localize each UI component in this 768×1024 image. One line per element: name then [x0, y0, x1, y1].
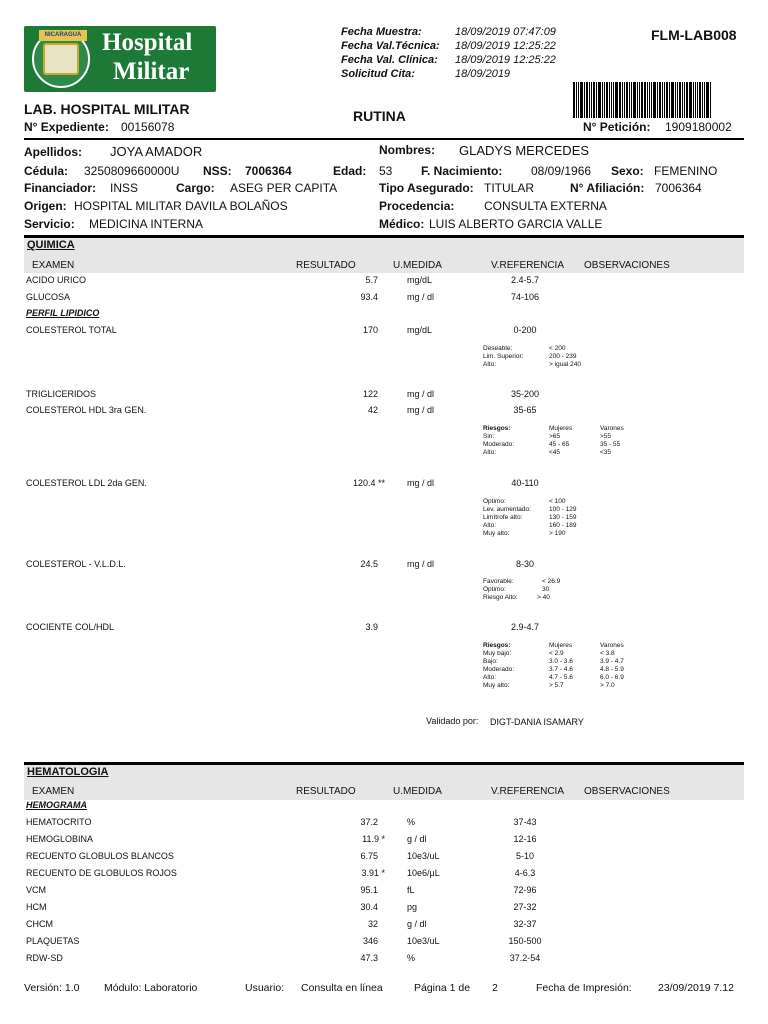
exam-name: VCM [26, 885, 46, 895]
medico-value: LUIS ALBERTO GARCIA VALLE [429, 217, 603, 231]
exam-result: 5.7 [365, 275, 378, 285]
hematologia-title: HEMATOLOGIA [27, 766, 109, 778]
ref-vldl-values: < 26.9 30 > 40 [537, 578, 561, 601]
ref-hdl-varones: Varones >55 35 - 55 <35 [600, 425, 624, 456]
exam-name: COCIENTE COL/HDL [26, 622, 115, 632]
exam-name: COLESTEROL TOTAL [26, 325, 117, 335]
exam-unit: % [407, 953, 416, 963]
exam-ref: 37.2-54 [509, 953, 541, 963]
header-label: Solicitud Cita: [341, 68, 415, 80]
exam-result: 93.4 [360, 292, 378, 302]
footer-pagina: Página 1 de [414, 982, 471, 994]
routine-title: RUTINA [353, 108, 406, 124]
shield-emblem-icon [32, 30, 90, 88]
hemograma-subtitle: HEMOGRAMA [26, 800, 87, 810]
origen-label: Origen: [24, 199, 67, 213]
header-label: Fecha Val. Clínica: [341, 54, 438, 66]
exam-result: 30.4 [360, 902, 378, 912]
exam-result: 3.91 * [361, 868, 385, 878]
afiliacion-label: N° Afiliación: [570, 181, 645, 195]
exam-unit: mg/dL [407, 325, 433, 335]
ref-hdl-mujeres: Mujeres >65 45 - 65 <45 [549, 425, 573, 456]
financiador-label: Financiador: [24, 181, 97, 195]
column-examen: EXAMEN [32, 786, 75, 797]
logo-line2: Militar [113, 58, 190, 85]
servicio-label: Servicio: [24, 217, 75, 231]
medico-label: Médico: [379, 217, 425, 231]
afiliacion-value: 7006364 [655, 181, 702, 195]
nombres-value: GLADYS MERCEDES [459, 143, 590, 158]
exam-ref: 8-30 [515, 559, 534, 569]
exam-name: RDW-SD [26, 953, 63, 963]
header-label: Fecha Val.Técnica: [341, 40, 440, 52]
column-examen: EXAMEN [32, 260, 75, 271]
cargo-value: ASEG PER CAPITA [230, 181, 338, 195]
header-value: 18/09/2019 07:47:09 [455, 26, 556, 38]
quimica-title: QUIMICA [27, 239, 75, 251]
column-observaciones: OBSERVACIONES [584, 260, 670, 271]
exam-result: 47.3 [360, 953, 378, 963]
validado-value: DIGT-DANIA ISAMARY [490, 717, 584, 727]
column-umedida: U.MEDIDA [393, 786, 442, 797]
nacimiento-label: F. Nacimiento: [421, 164, 503, 178]
nacimiento-value: 08/09/1966 [531, 164, 592, 178]
exam-result: 24.5 [360, 559, 378, 569]
exam-result: 122 [362, 389, 378, 399]
peticion-value: 1909180002 [665, 120, 732, 134]
exam-result: 42 [367, 405, 378, 415]
ref-cociente-mujeres: Mujeres < 2.9 3.0 - 3.6 3.7 - 4.6 4.7 - 5.6 > 5.7 [549, 642, 573, 689]
exam-name: COLESTEROL HDL 3ra GEN. [26, 405, 147, 415]
ref-ldl-values: < 100 100 - 129 130 - 159 160 - 189 > 190 [549, 498, 577, 537]
exam-name: COLESTEROL - V.L.D.L. [26, 559, 126, 569]
tipo-asegurado-value: TITULAR [484, 181, 535, 195]
exam-ref: 12-16 [513, 834, 537, 844]
exam-unit: 10e6/µL [407, 868, 440, 878]
ref-cociente-labels: Riesgos: Muy bajo: Bajo: Moderado: Alto: Muy alto: [483, 642, 515, 689]
header-value: 18/09/2019 12:25:22 [455, 54, 556, 66]
exam-unit: mg / dl [407, 389, 435, 399]
column-umedida: U.MEDIDA [393, 260, 442, 271]
exam-name: ACIDO URICO [26, 275, 87, 285]
nss-label: NSS: [203, 164, 232, 178]
exam-ref: 32-37 [513, 919, 537, 929]
exam-ref: 40-110 [511, 478, 539, 488]
exam-name: PLAQUETAS [26, 936, 80, 946]
exam-unit: g / dl [407, 834, 427, 844]
exam-ref: 2.9-4.7 [510, 622, 540, 632]
footer-usuario: Consulta en línea [301, 982, 383, 994]
exam-result: 32 [367, 919, 378, 929]
header-value: 18/09/2019 12:25:22 [455, 40, 556, 52]
exam-unit: mg / dl [407, 478, 435, 488]
lab-name: LAB. HOSPITAL MILITAR [24, 101, 190, 117]
origen-value: HOSPITAL MILITAR DAVILA BOLAÑOS [74, 199, 288, 213]
exam-unit: mg/dL [407, 275, 433, 285]
exam-name: GLUCOSA [26, 292, 71, 302]
apellidos-value: JOYA AMADOR [110, 144, 203, 159]
footer-usuario-label: Usuario: [245, 982, 285, 994]
header-value: 18/09/2019 [455, 68, 511, 80]
column-resultado: RESULTADO [296, 786, 356, 797]
exam-name: COLESTEROL LDL 2da GEN. [26, 478, 147, 488]
exam-unit: pg [407, 902, 418, 912]
exam-ref: 150-500 [508, 936, 542, 946]
exam-result: 6.75 [360, 851, 378, 861]
exam-name: RECUENTO GLOBULOS BLANCOS [26, 851, 174, 861]
perfil-lipidico-subtitle: PERFIL LIPIDICO [26, 308, 100, 318]
ref-hdl-labels: Riesgos: Sin: Moderado: Alto: [483, 425, 515, 456]
hospital-logo [24, 26, 216, 92]
footer-modulo: Módulo: Laboratorio [104, 982, 198, 994]
peticion-label: N° Petición: [583, 120, 651, 134]
nombres-label: Nombres: [379, 143, 436, 157]
ref-cociente-varones: Varones < 3.8 3.9 - 4.7 4.8 - 5.9 6.0 - 6.9 > 7.0 [600, 642, 624, 689]
sexo-value: FEMENINO [654, 164, 718, 178]
ref-total-labels: Deseable: Lim. Superior: Alto: [483, 345, 524, 368]
exam-ref: 37-43 [513, 817, 537, 827]
ref-total-values: < 200 200 - 239 > igual 240 [549, 345, 581, 368]
nss-value: 7006364 [245, 164, 292, 178]
exam-ref: 35-65 [513, 405, 537, 415]
exam-result: 95.1 [360, 885, 378, 895]
cargo-label: Cargo: [176, 181, 215, 195]
exam-ref: 0-200 [513, 325, 537, 335]
sexo-label: Sexo: [611, 164, 644, 178]
exam-ref: 35-200 [510, 389, 540, 399]
footer-impresion: 23/09/2019 7.12 [658, 982, 734, 994]
exam-unit: fL [407, 885, 415, 895]
footer-impresion-label: Fecha de Impresión: [536, 982, 632, 994]
exam-name: RECUENTO DE GLOBULOS ROJOS [26, 868, 177, 878]
validado-label: Validado por: [426, 716, 479, 726]
divider [24, 138, 744, 140]
header-label: Fecha Muestra: [341, 26, 422, 38]
tipo-asegurado-label: Tipo Asegurado: [379, 181, 474, 195]
exam-result: 170 [362, 325, 378, 335]
column-resultado: RESULTADO [296, 260, 356, 271]
exam-ref: 5-10 [515, 851, 534, 861]
servicio-value: MEDICINA INTERNA [89, 217, 204, 231]
exam-ref: 2.4-5.7 [510, 275, 540, 285]
footer-total-pages: 2 [492, 982, 498, 994]
exam-result: 37.2 [360, 817, 378, 827]
procedencia-value: CONSULTA EXTERNA [484, 199, 607, 213]
exam-name: HCM [26, 902, 47, 912]
edad-label: Edad: [333, 164, 367, 178]
cedula-value: 3250809660000U [84, 164, 180, 178]
exam-ref: 74-106 [510, 292, 540, 302]
exam-result: 3.9 [365, 622, 378, 632]
footer-version: Versión: 1.0 [24, 982, 80, 994]
exam-unit: % [407, 817, 416, 827]
logo-tag: NICARAGUA [39, 30, 87, 41]
exam-result: 11.9 * [362, 834, 385, 844]
exam-result: 346 [362, 936, 378, 946]
exam-name: CHCM [26, 919, 53, 929]
logo-line1: Hospital [102, 29, 193, 56]
exam-unit: mg / dl [407, 292, 435, 302]
edad-value: 53 [379, 164, 393, 178]
exam-unit: mg / dl [407, 559, 435, 569]
exam-ref: 72-96 [513, 885, 537, 895]
exam-unit: g / dl [407, 919, 427, 929]
form-code: FLM-LAB008 [651, 27, 737, 43]
cedula-label: Cédula: [24, 164, 69, 178]
column-observaciones: OBSERVACIONES [584, 786, 670, 797]
exam-ref: 27-32 [513, 902, 537, 912]
exam-unit: mg / dl [407, 405, 435, 415]
exam-ref: 4-6.3 [514, 868, 536, 878]
column-vreferencia: V.REFERENCIA [491, 786, 564, 797]
expediente-value: 00156078 [121, 120, 175, 134]
apellidos-label: Apellidos: [24, 145, 83, 159]
exam-name: HEMOGLOBINA [26, 834, 94, 844]
column-vreferencia: V.REFERENCIA [491, 260, 564, 271]
ref-ldl-labels: Optimo: Lev. aumentado: Limítrofe alto: Alto: Muy alto: [483, 498, 531, 537]
barcode [573, 82, 733, 118]
exam-result: 120.4 ** [352, 478, 385, 488]
exam-unit: 10e3/uL [407, 851, 440, 861]
exam-unit: 10e3/uL [407, 936, 440, 946]
financiador-value: INSS [110, 181, 139, 195]
exam-name: TRIGLICERIDOS [26, 389, 97, 399]
ref-vldl-labels: Favorable: Optimo: Riesgo Alto: [483, 578, 518, 601]
procedencia-label: Procedencia: [379, 199, 455, 213]
exam-name: HEMATOCRITO [26, 817, 92, 827]
expediente-label: N° Expediente: [24, 120, 109, 134]
